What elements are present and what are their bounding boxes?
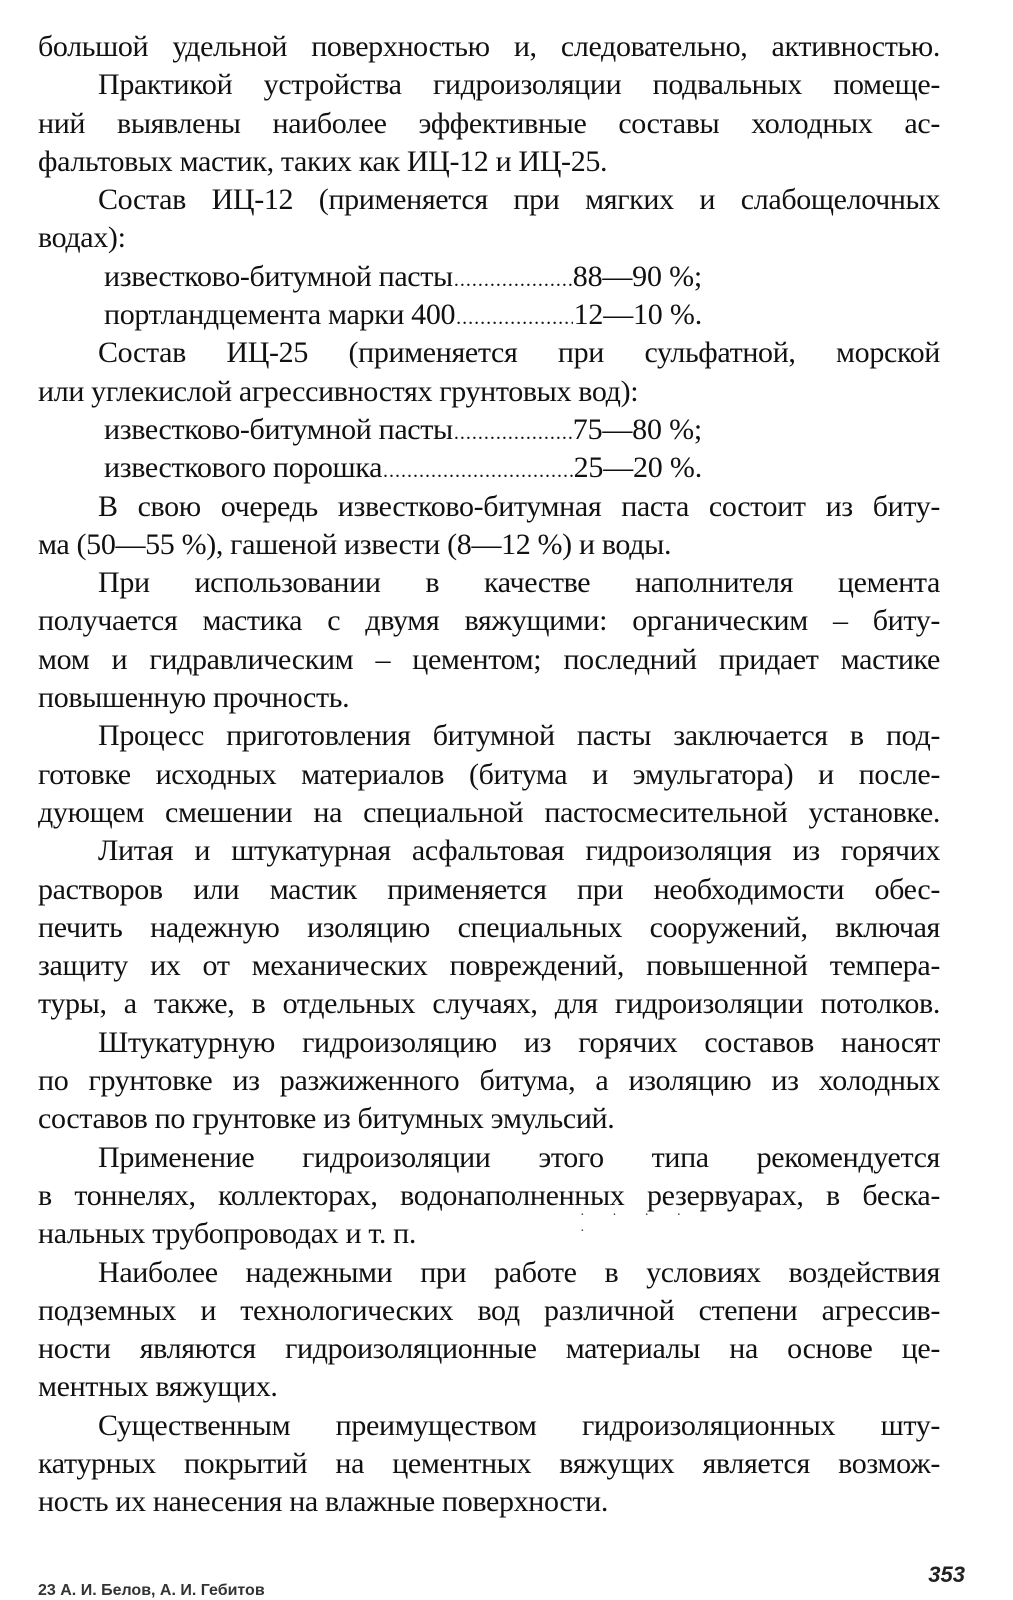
text-line: большой удельной поверхностью и, следовательно, активностью. bbox=[38, 30, 940, 63]
dot-leader bbox=[383, 452, 573, 487]
text-line: составов по грунтовке из битумных эмульсий. bbox=[38, 1102, 615, 1136]
text-line: Применение гидроизоляции этого типа рекомендуется bbox=[98, 1140, 940, 1174]
component-value: 25—20 %. bbox=[573, 451, 702, 485]
component-name: портландцемента марки 400 bbox=[104, 298, 456, 332]
text-line: Существенным преимуществом гидроизоляционных шту- bbox=[98, 1408, 940, 1442]
page-number: 353 bbox=[928, 1562, 965, 1587]
page-footer bbox=[38, 1562, 965, 1600]
text-line: повышенную прочность. bbox=[38, 681, 350, 715]
text-line: ментных вяжущих. bbox=[38, 1370, 278, 1404]
component-name: известково-битумной пасты bbox=[104, 412, 453, 446]
component-value: 12—10 %. bbox=[573, 298, 702, 332]
text-line: Состав ИЦ-25 (применяется при сульфатной, морской bbox=[98, 336, 940, 370]
text-line: подземных и технологических вод различной степени агрессив- bbox=[38, 1293, 940, 1327]
text-line: ний выявлены наиболее эффективные составы холодных ас- bbox=[38, 106, 940, 140]
ic12-component-row bbox=[38, 296, 940, 334]
ic25-component-row bbox=[38, 449, 940, 487]
text-line: Наиболее надежными при работе в условиях воздействия bbox=[98, 1255, 940, 1289]
text-line: Литая и штукатурная асфальтовая гидроизоляция из горячих bbox=[98, 834, 940, 868]
dot-leader bbox=[454, 414, 572, 449]
text-line: Процесс приготовления битумной пасты заключается в под- bbox=[98, 719, 940, 753]
text-line: или углекислой агрессивностях грунтовых вод): bbox=[38, 374, 639, 408]
text-line: защиту их от механических повреждений, повышенной темпера- bbox=[38, 949, 940, 983]
ic12-component-row bbox=[38, 258, 940, 296]
scan-specks: · · · · · bbox=[580, 1208, 694, 1239]
text-line: ность их нанесения на влажные поверхности. bbox=[38, 1485, 608, 1519]
text-line: Практикой устройства гидроизоляции подвальных помеще- bbox=[98, 68, 940, 102]
component-value: 75—80 %; bbox=[572, 412, 702, 446]
text-line: в тоннелях, коллекторах, водонаполненных резервуарах, в беска- bbox=[38, 1178, 940, 1212]
component-value: 88—90 %; bbox=[572, 259, 702, 293]
text-line: фальтовых мастик, таких как ИЦ-12 и ИЦ-25. bbox=[38, 144, 608, 178]
text-line: ма (50—55 %), гашеной извести (8—12 %) и воды. bbox=[38, 527, 672, 561]
dot-leader bbox=[454, 261, 572, 296]
text-line: туры, а также, в отдельных случаях, для гидроизоляции потолков. bbox=[38, 987, 940, 1021]
text-line: В свою очередь известково-битумная паста состоит из биту- bbox=[98, 489, 940, 523]
text-line: При использовании в качестве наполнителя цемента bbox=[98, 566, 940, 600]
ic25-component-row bbox=[38, 411, 940, 449]
text-line: мом и гидравлическим – цементом; последний придает мастике bbox=[38, 642, 940, 676]
text-line: растворов или мастик применяется при необходимости обес- bbox=[38, 872, 940, 906]
text-line: Состав ИЦ-12 (применяется при мягких и слабощелочных bbox=[98, 183, 940, 217]
text-line: печить надежную изоляцию специальных сооружений, включая bbox=[38, 910, 940, 944]
text-line: готовке исходных материалов (битума и эмульгатора) и после- bbox=[38, 757, 940, 791]
dot-leader bbox=[456, 299, 572, 334]
component-name: известкового порошка bbox=[104, 451, 383, 485]
text-line: дующем смешении на специальной пастосмесительной установке. bbox=[38, 795, 940, 829]
page-text bbox=[38, 28, 940, 1522]
text-line: Штукатурную гидроизоляцию из горячих составов наносят bbox=[98, 1025, 940, 1059]
text-line: водах): bbox=[38, 221, 126, 255]
text-line: ности являются гидроизоляционные материалы на основе це- bbox=[38, 1332, 940, 1366]
text-line: по грунтовке из разжиженного битума, а изоляцию из холодных bbox=[38, 1064, 940, 1098]
text-line: получается мастика с двумя вяжущими: органическим – биту- bbox=[38, 604, 940, 638]
text-line: катурных покрытий на цементных вяжущих является возмож- bbox=[38, 1446, 940, 1480]
text-line: нальных трубопроводах и т. п. bbox=[38, 1217, 416, 1251]
author-signature: 23 А. И. Белов, А. И. Гебитов bbox=[38, 1582, 265, 1599]
component-name: известково-битумной пасты bbox=[104, 259, 453, 293]
